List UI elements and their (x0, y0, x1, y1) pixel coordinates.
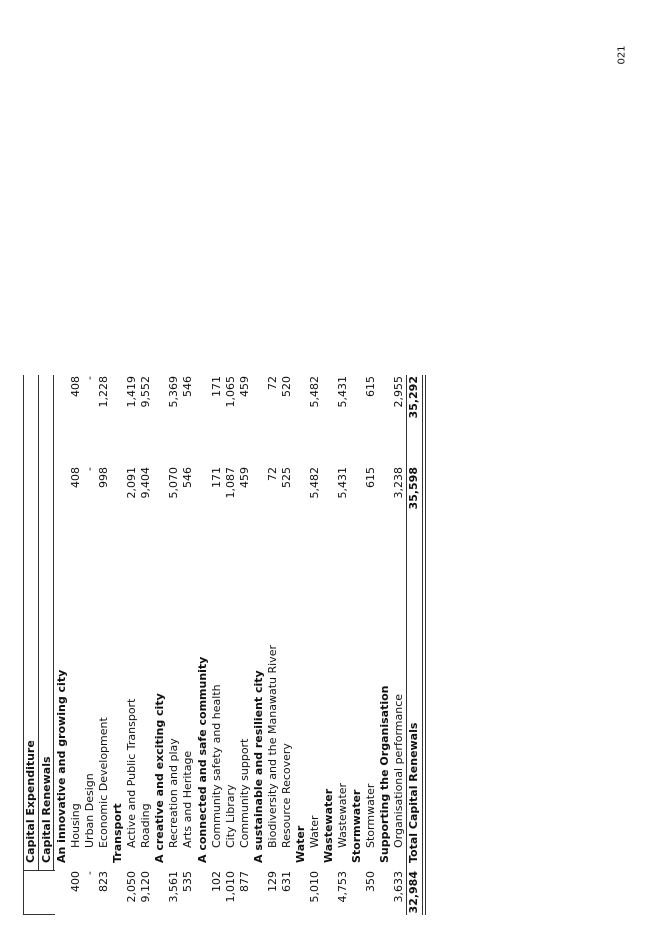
total-prior-year-value: 32,984 (407, 871, 421, 914)
activity-label: Housing (69, 803, 83, 848)
prior-year-value: 9,120 (139, 871, 153, 903)
prior-year-value: 102 (209, 871, 223, 892)
budget-value: 459 (237, 376, 251, 397)
activity-label: Urban Design (83, 773, 97, 848)
budget-value: 615 (364, 376, 378, 397)
subtitle-rule (53, 375, 54, 871)
plan-value: 171 (209, 467, 223, 488)
table-subtitle: Capital Renewals (40, 756, 53, 863)
prior-year-value: 350 (364, 871, 378, 892)
plan-value: 5,482 (307, 467, 321, 499)
budget-value: 1,065 (223, 376, 237, 408)
plan-value: 1,087 (223, 467, 237, 499)
prior-year-value: 823 (97, 871, 111, 892)
plan-value: 525 (279, 467, 293, 488)
activity-label: Active and Public Transport (125, 698, 139, 848)
activity-label: Roading (139, 803, 153, 848)
activity-label: Wastewater (336, 782, 349, 848)
prior-year-value: 5,010 (307, 871, 321, 903)
section-heading: A connected and safe community (195, 656, 209, 863)
left-border (23, 914, 55, 915)
prior-year-value: 3,633 (392, 871, 406, 903)
prior-year-value: 400 (69, 871, 83, 892)
table-title: Capital Expenditure (24, 740, 37, 863)
budget-value: 1,419 (125, 376, 139, 408)
activity-label: Water (307, 815, 321, 848)
capital-renewals-table (22, 375, 432, 915)
activity-label: Resource Recovery (279, 743, 293, 848)
activity-label: Stormwater (364, 783, 378, 848)
plan-value: 72 (265, 467, 279, 481)
total-plan-value: 35,598 (407, 467, 421, 510)
prior-year-value: 1,010 (223, 871, 237, 903)
section-heading: An innovative and growing city (55, 669, 68, 863)
total-double-rule (425, 375, 426, 915)
total-budget-value: 35,292 (407, 376, 421, 419)
page-number-text: 021 (616, 45, 628, 65)
budget-value: 408 (69, 376, 83, 397)
section-heading: Supporting the Organisation (378, 685, 392, 863)
plan-value: - (83, 467, 97, 471)
plan-value: 998 (97, 467, 111, 488)
section-heading: Stormwater (350, 789, 364, 863)
section-heading: Transport (111, 803, 125, 863)
capital-renewals-table-wrapper (22, 375, 432, 915)
section-heading: A sustainable and resilient city (251, 670, 265, 863)
activity-label: Community safety and health (209, 684, 223, 848)
budget-value: 5,369 (167, 376, 181, 408)
budget-value: 9,552 (139, 376, 153, 408)
budget-value: - (83, 376, 97, 380)
activity-label: Recreation and play (167, 738, 181, 848)
prior-year-value: 129 (265, 871, 279, 892)
section-heading: Water (293, 825, 307, 863)
budget-value: 520 (279, 376, 293, 397)
total-top-rule (406, 375, 407, 915)
total-label: Total Capital Renewals (407, 722, 421, 863)
prior-year-value: 631 (279, 871, 293, 892)
prior-year-value: 2,050 (125, 871, 139, 903)
budget-value: 72 (265, 376, 279, 390)
prior-year-value: - (83, 871, 97, 875)
section-heading: Wastewater (321, 788, 335, 863)
budget-value: 5,482 (307, 376, 321, 408)
plan-value: 3,238 (392, 467, 406, 499)
plan-value: 459 (237, 467, 251, 488)
budget-value: 1,228 (97, 376, 111, 408)
page-number (612, 40, 632, 70)
plan-value: 408 (69, 467, 83, 488)
activity-label: Community support (237, 738, 251, 848)
plan-value: 9,404 (139, 467, 153, 499)
prior-year-value: 4,753 (336, 871, 349, 903)
plan-value: 5,070 (167, 467, 181, 499)
activity-label: City Library (223, 784, 237, 848)
budget-value: 5,431 (336, 376, 349, 408)
label-column-border (23, 870, 55, 871)
total-bottom-rule (422, 375, 423, 915)
activity-label: Organisational performance (392, 693, 406, 848)
budget-value: 2,955 (392, 376, 406, 408)
top-rule (23, 375, 24, 915)
activity-label: Biodiversity and the Manawatu River (265, 645, 279, 848)
activity-label: Economic Development (97, 717, 111, 848)
section-heading: A creative and exciting city (153, 693, 167, 863)
prior-year-value: 3,561 (167, 871, 181, 903)
plan-value: 5,431 (336, 467, 349, 499)
activity-label: Arts and Heritage (181, 750, 195, 848)
title-rule (38, 375, 39, 871)
budget-value: 171 (209, 376, 223, 397)
plan-value: 546 (181, 467, 195, 488)
plan-value: 2,091 (125, 467, 139, 499)
prior-year-value: 535 (181, 871, 195, 892)
plan-value: 615 (364, 467, 378, 488)
budget-value: 546 (181, 376, 195, 397)
prior-year-value: 877 (237, 871, 251, 892)
